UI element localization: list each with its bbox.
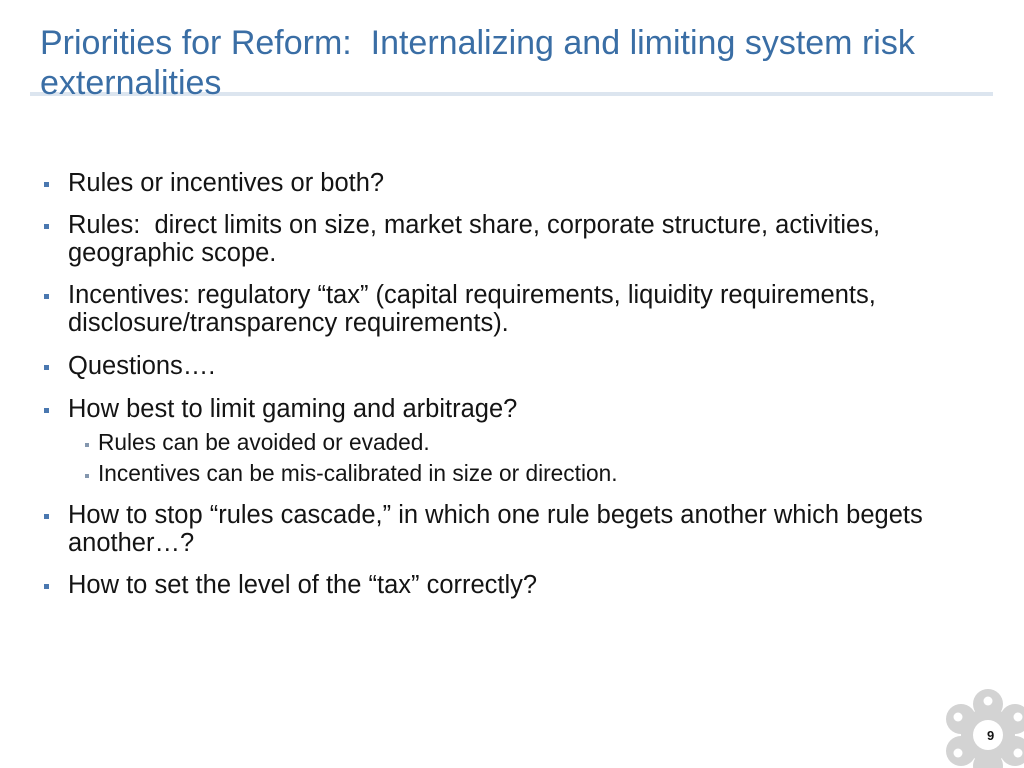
bullet-text: How to set the level of the “tax” correctly? (68, 571, 538, 599)
page-number: 9 (987, 728, 995, 743)
bullet-text: Questions…. (68, 352, 216, 380)
bullet-item (44, 211, 940, 267)
sub-bullet-text: Incentives can be mis-calibrated in size or direction. (98, 460, 618, 486)
bullet-item (44, 281, 940, 337)
bullet-item (44, 169, 940, 197)
bullet-marker-icon (44, 182, 49, 187)
sub-bullet-item (85, 430, 940, 455)
logo-petal-hole (1014, 713, 1023, 722)
sub-bullet-marker-icon (85, 474, 89, 478)
logo-petal-hole (954, 713, 963, 722)
bullet-text: Incentives: regulatory “tax” (capital requirements, liquidity requirements, disclosure/transparency requirements). (68, 281, 883, 337)
bullet-marker-icon (44, 224, 49, 229)
bullet-marker-icon (44, 584, 49, 589)
logo-petal-hole (1014, 749, 1023, 758)
bullet-marker-icon (44, 408, 49, 413)
sub-bullet-item (85, 461, 940, 486)
bullet-item (44, 352, 940, 380)
sub-bullet-text: Rules can be avoided or evaded. (98, 429, 430, 455)
slide-title: Priorities for Reform: Internalizing and limiting system risk externalities (40, 24, 925, 102)
sub-bullet-marker-icon (85, 443, 89, 447)
bullet-marker-icon (44, 514, 49, 519)
bullet-text: Rules: direct limits on size, market share, corporate structure, activities, geographic scope. (68, 211, 888, 267)
bullet-marker-icon (44, 294, 49, 299)
bullet-item (44, 501, 940, 557)
bullet-marker-icon (44, 365, 49, 370)
bullet-item (44, 571, 940, 599)
bullet-text: Rules or incentives or both? (68, 169, 385, 197)
logo-petal-hole (984, 697, 993, 706)
bullet-item (44, 395, 940, 423)
logo-petal-hole (954, 749, 963, 758)
bullet-text: How best to limit gaming and arbitrage? (68, 395, 518, 423)
clover-logo-icon (940, 682, 1024, 768)
bullet-text: How to stop “rules cascade,” in which one rule begets another which begets another…? (68, 501, 930, 557)
